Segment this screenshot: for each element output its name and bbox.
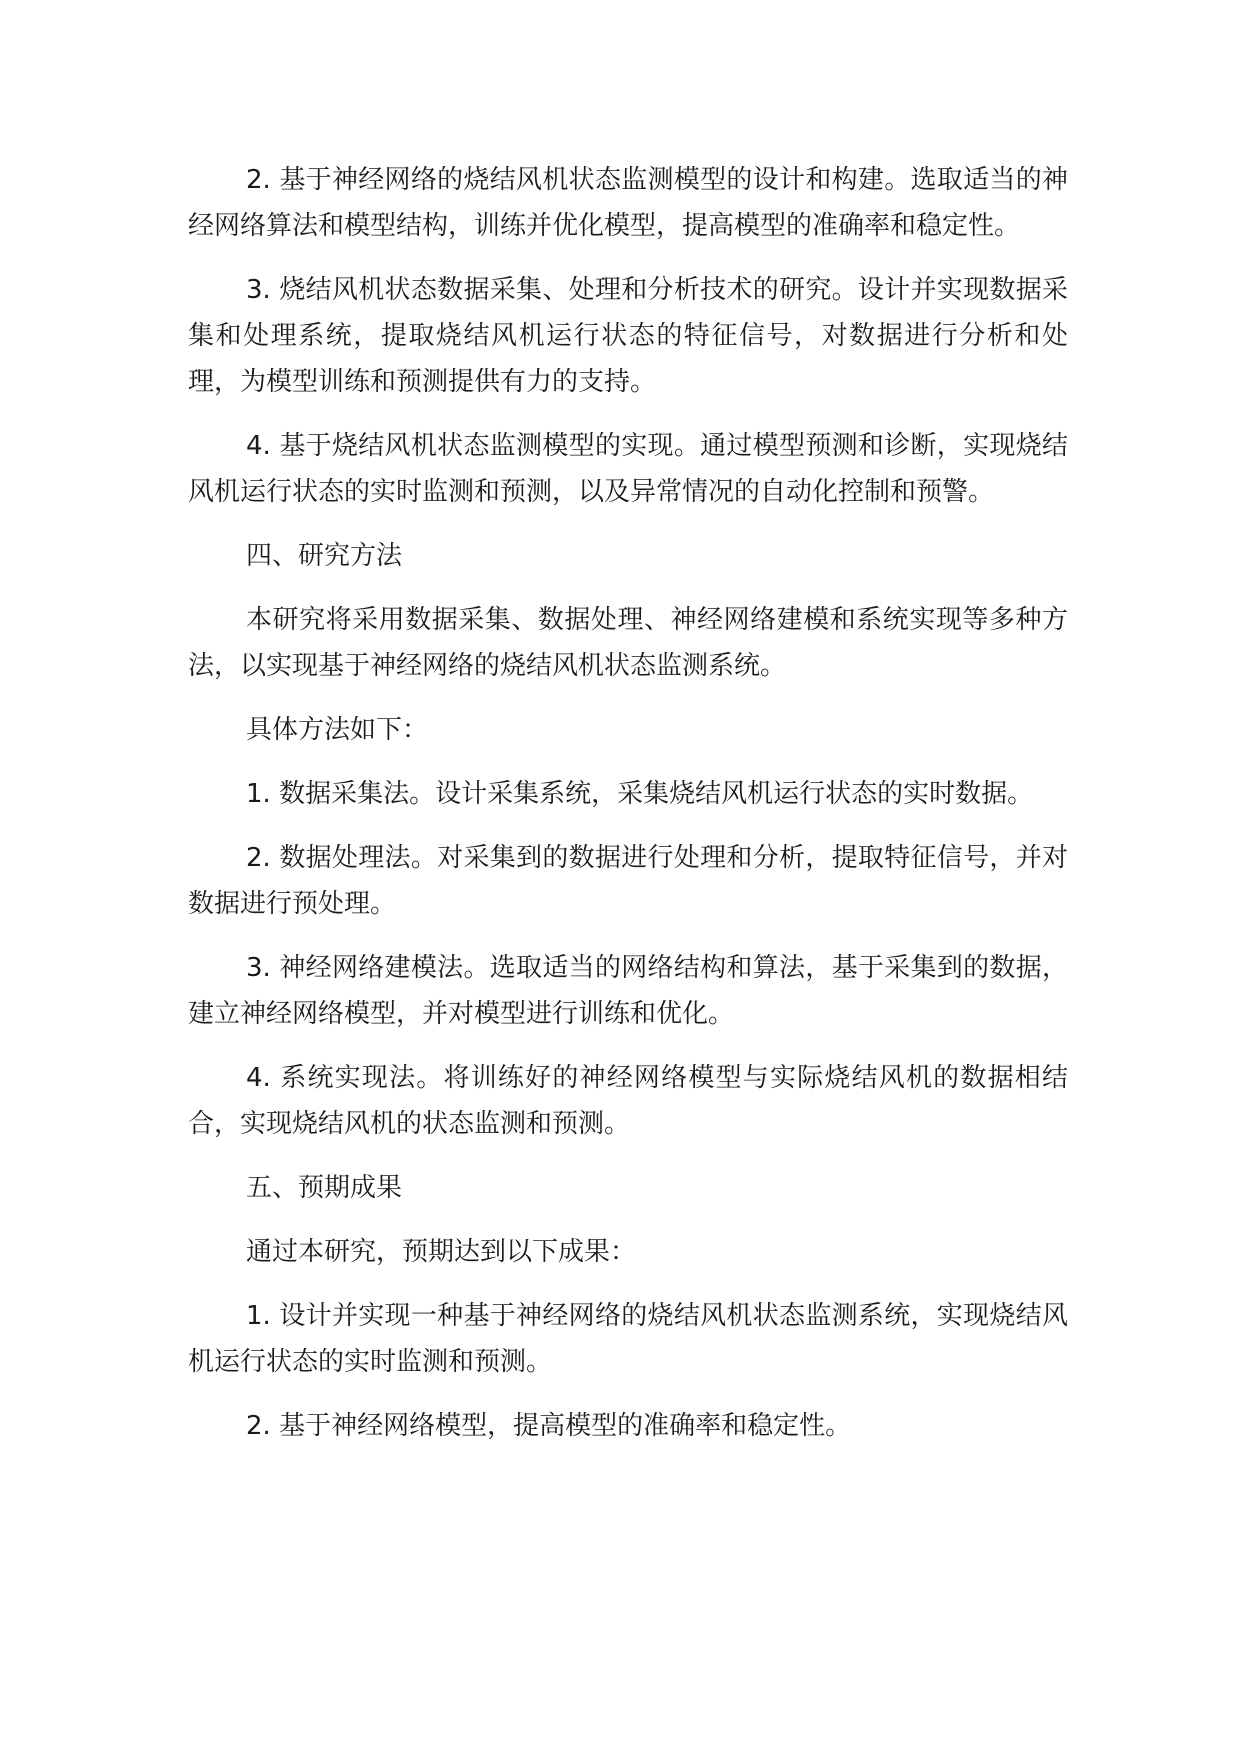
document-body xyxy=(188,157,1068,1467)
paragraph-methods-intro: 本研究将采用数据采集、数据处理、神经网络建模和系统实现等多种方法，以实现基于神经网络的烧结风机状态监测系统。 xyxy=(188,605,1068,681)
paragraph-content-3: 3. 烧结风机状态数据采集、处理和分析技术的研究。设计并实现数据采集和处理系统，提取烧结风机运行状态的特征信号，对数据进行分析和处理，为模型训练和预测提供有力的支持。 xyxy=(188,275,1068,397)
paragraph-outcomes-intro: 通过本研究，预期达到以下成果： xyxy=(246,1237,637,1267)
paragraph-method-3: 3. 神经网络建模法。选取适当的网络结构和算法，基于采集到的数据，建立神经网络模型，并对模型进行训练和优化。 xyxy=(188,953,1068,1029)
section-heading-methods: 四、研究方法 xyxy=(246,541,403,571)
paragraph-methods-list-intro: 具体方法如下： xyxy=(246,715,429,745)
section-heading-outcomes: 五、预期成果 xyxy=(246,1173,403,1203)
paragraph-content-4: 4. 基于烧结风机状态监测模型的实现。通过模型预测和诊断，实现烧结风机运行状态的实时监测和预测，以及异常情况的自动化控制和预警。 xyxy=(188,431,1068,507)
paragraph-content-2: 2. 基于神经网络的烧结风机状态监测模型的设计和构建。选取适当的神经网络算法和模型结构，训练并优化模型，提高模型的准确率和稳定性。 xyxy=(188,165,1068,241)
paragraph-method-4: 4. 系统实现法。将训练好的神经网络模型与实际烧结风机的数据相结合，实现烧结风机的状态监测和预测。 xyxy=(188,1063,1068,1139)
paragraph-outcome-1: 1. 设计并实现一种基于神经网络的烧结风机状态监测系统，实现烧结风机运行状态的实时监测和预测。 xyxy=(188,1301,1068,1377)
paragraph-outcome-2: 2. 基于神经网络模型，提高模型的准确率和稳定性。 xyxy=(246,1411,852,1441)
paragraph-method-1: 1. 数据采集法。设计采集系统，采集烧结风机运行状态的实时数据。 xyxy=(246,779,1034,809)
paragraph-method-2: 2. 数据处理法。对采集到的数据进行处理和分析，提取特征信号，并对数据进行预处理。 xyxy=(188,843,1068,919)
